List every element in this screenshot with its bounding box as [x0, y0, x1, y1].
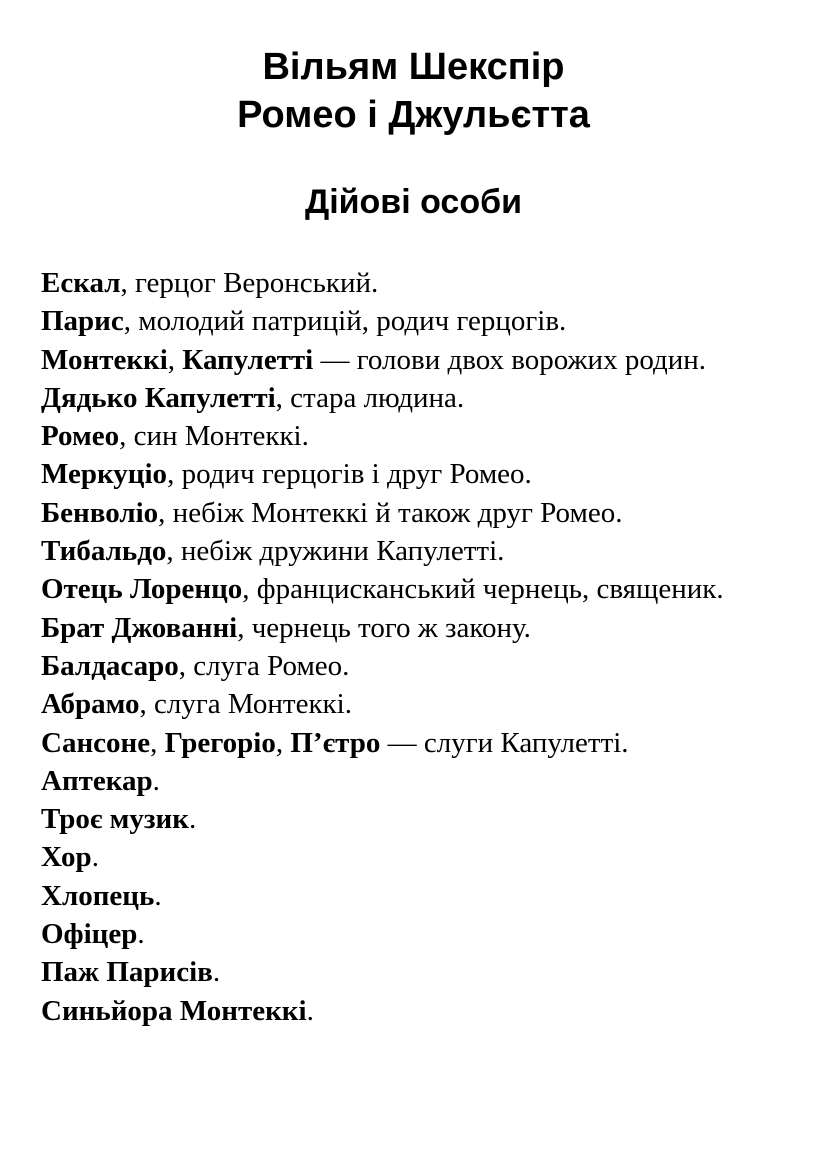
character-description: , — [167, 343, 183, 376]
character-name: Грегоріо — [164, 726, 276, 759]
title-block — [0, 43, 827, 139]
cast-entry — [41, 341, 787, 379]
character-name: Монтеккі — [41, 343, 168, 376]
cast-entry — [41, 838, 787, 876]
character-description: . — [154, 879, 162, 912]
character-description: . — [91, 841, 99, 874]
cast-entry — [41, 800, 787, 838]
cast-entry — [41, 724, 787, 762]
character-name: Бенволіо — [41, 496, 159, 529]
character-description: , родич герцогів і друг Ромео. — [167, 458, 532, 491]
character-name: Парис — [41, 305, 124, 338]
character-description: , молодий патрицій, родич герцогів. — [123, 305, 567, 338]
cast-entry — [41, 762, 787, 800]
character-description: , слуга Ромео. — [178, 649, 350, 682]
character-name: Балдасаро — [41, 649, 179, 682]
cast-entry — [41, 379, 787, 417]
cast-entry — [41, 953, 787, 991]
character-name: Меркуціо — [41, 458, 168, 491]
character-name: Брат Джованні — [41, 611, 238, 644]
character-description: . — [188, 803, 197, 836]
cast-entry — [41, 302, 787, 340]
character-name: Ескал — [41, 267, 121, 299]
character-description: . — [212, 956, 221, 989]
character-description: , — [150, 726, 165, 759]
character-name: Хор — [41, 841, 92, 874]
character-name: Дядько Капулетті — [41, 381, 276, 414]
cast-list — [41, 264, 787, 1030]
play-title: Ромео і Джульєтта — [237, 94, 590, 136]
character-name: Отець Лоренцо — [41, 573, 243, 606]
character-name: Ромео — [41, 420, 120, 453]
character-name: Капулетті — [182, 343, 314, 376]
cast-entry — [41, 417, 787, 455]
character-description: , небіж дружини Капулетті. — [166, 535, 505, 568]
character-description: , син Монтеккі. — [119, 420, 309, 453]
character-name: Троє музик — [41, 803, 189, 836]
character-name: Хлопець — [41, 879, 155, 912]
character-name: Офіцер — [41, 918, 138, 951]
cast-entry — [41, 609, 787, 647]
character-description: , — [275, 726, 291, 759]
cast-entry — [41, 877, 787, 915]
cast-entry — [41, 992, 787, 1030]
cast-entry — [41, 570, 787, 608]
character-name: Синьйора Монтеккі — [41, 994, 307, 1027]
character-name: Аптекар — [41, 764, 153, 797]
character-description: . — [137, 918, 145, 951]
author-name: Вільям Шекспір — [262, 46, 565, 88]
cast-entry — [41, 915, 787, 953]
cast-entry — [41, 494, 787, 532]
character-name: Сансоне — [41, 726, 151, 759]
cast-entry — [41, 264, 787, 302]
character-name: Паж Парисів — [41, 956, 213, 989]
character-name: Тибальдо — [41, 535, 167, 568]
cast-entry — [41, 685, 787, 723]
section-heading: Дійові особи — [304, 183, 523, 221]
character-description: , чернець того ж закону. — [237, 611, 531, 644]
character-description: . — [306, 994, 314, 1027]
character-description: , небіж Монтеккі й також друг Ромео. — [158, 496, 623, 529]
character-description: — слуги Капулетті. — [380, 726, 629, 759]
character-name: Абрамо — [41, 688, 140, 721]
character-description: . — [152, 764, 160, 797]
character-description: — голови двох ворожих родин. — [313, 343, 707, 376]
cast-entry — [41, 455, 787, 493]
character-description: , стара людина. — [275, 381, 465, 414]
cast-entry — [41, 532, 787, 570]
character-description: , францисканський чернець, священик. — [242, 573, 724, 606]
character-description: , герцог Веронський. — [120, 267, 379, 299]
character-description: , слуга Монтеккі. — [139, 688, 352, 721]
cast-entry — [41, 647, 787, 685]
character-name: П’єтро — [290, 726, 381, 759]
